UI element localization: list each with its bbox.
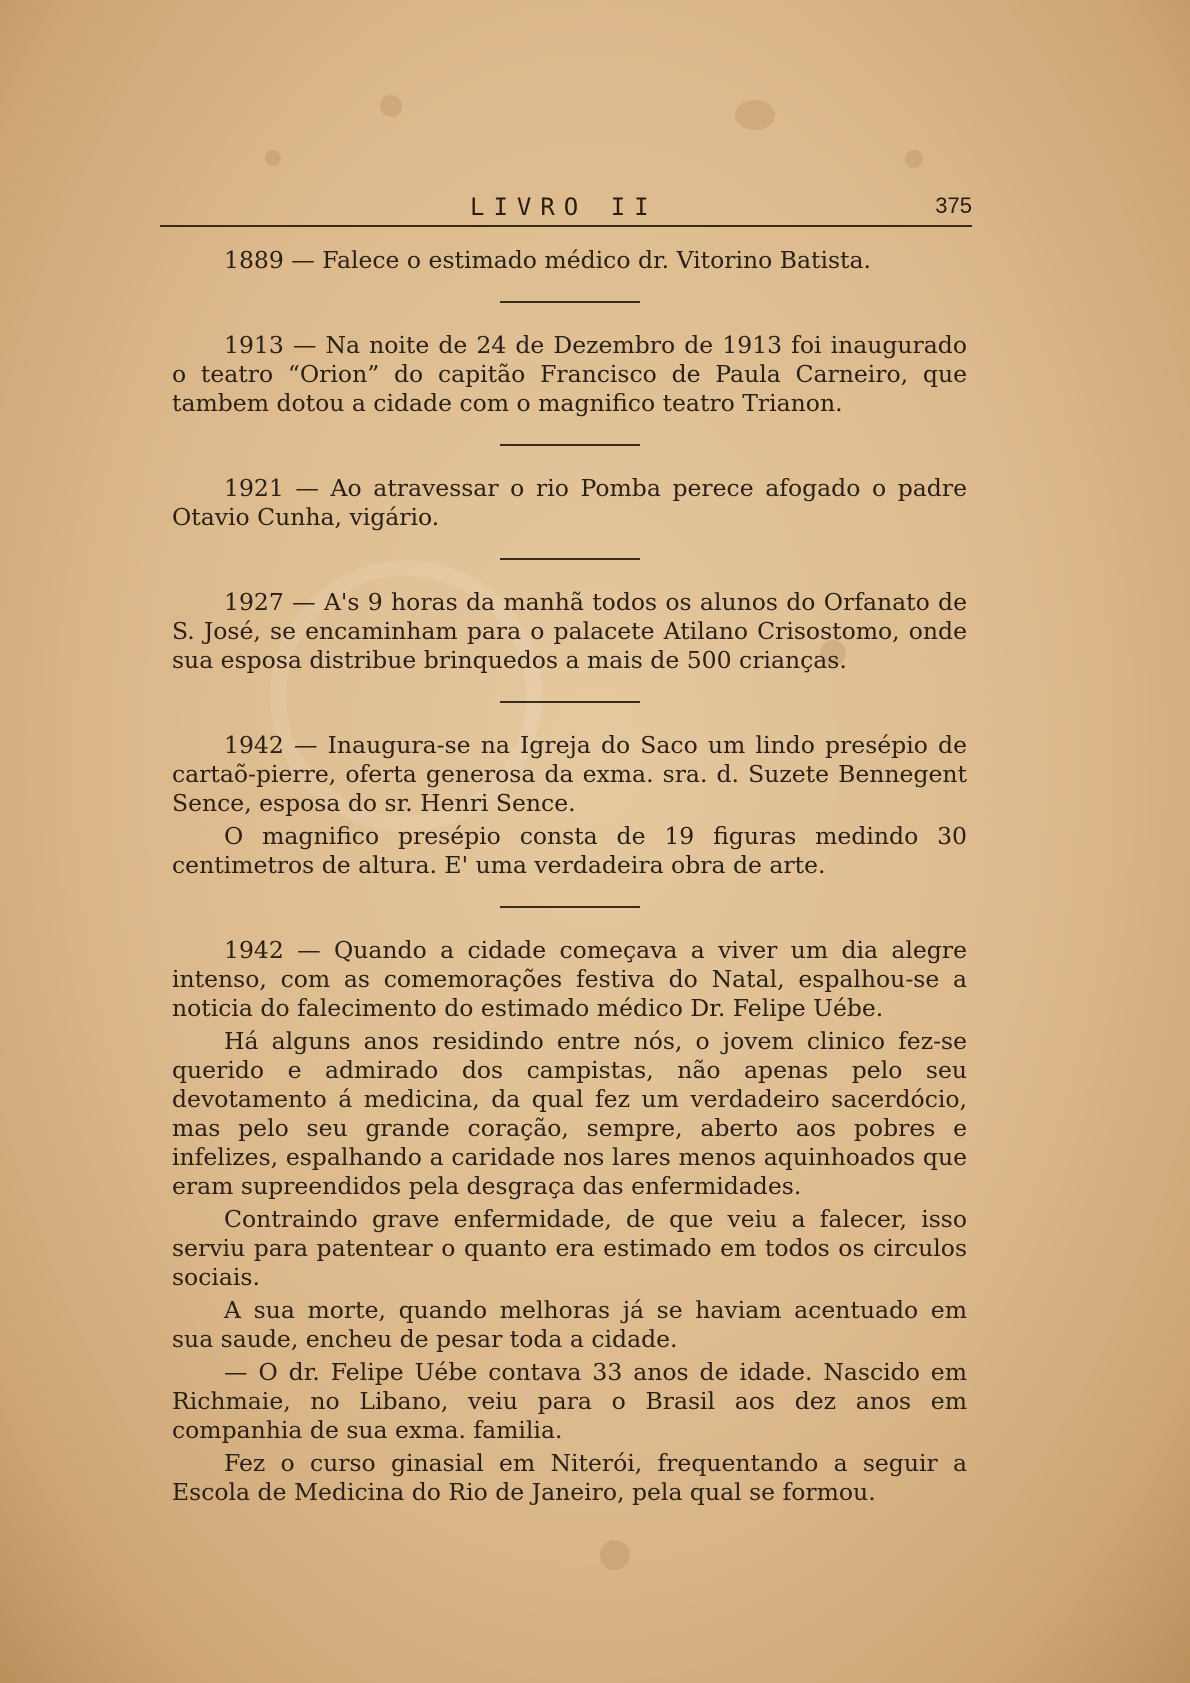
- paper-stain: [600, 1540, 630, 1570]
- entry-paragraph: O magnifico presépio consta de 19 figuras medindo 30 centimetros de altura. E' uma verdadeira obra de arte.: [172, 822, 967, 879]
- entry-paragraph: Há alguns anos residindo entre nós, o jovem clinico fez-se querido e admirado dos campistas, não apenas pelo seu devotamento á medicina, da qual fez um verdadeiro sacerdócio, mas pelo seu grande coração, sempre, aberto aos pobres e infelizes, espalhando a caridade nos lares menos aquinhoados que eram supreendidos pela desgraça das enfermidades.: [172, 1027, 967, 1200]
- entry-paragraph: — O dr. Felipe Uébe contava 33 anos de idade. Nascido em Richmaie, no Libano, veiu para o Brasil aos dez anos em companhia de sua exma. familia.: [172, 1358, 967, 1444]
- entry-paragraph: Fez o curso ginasial em Niterói, frequentando a seguir a Escola de Medicina do Rio de Janeiro, pela qual se formou.: [172, 1449, 967, 1506]
- chronology-entry: [172, 474, 967, 532]
- paper-stain: [380, 95, 402, 117]
- entry-separator: [500, 444, 640, 446]
- entry-separator: [500, 558, 640, 560]
- entry-paragraph: 1913 — Na noite de 24 de Dezembro de 1913 foi inaugurado o teatro “Orion” do capitão Francisco de Paula Carneiro, que tambem dotou a cidade com o magnifico teatro Trianon.: [172, 331, 967, 417]
- entry-paragraph: Contraindo grave enfermidade, de que veiu a falecer, isso serviu para patentear o quanto era estimado em todos os circulos sociais.: [172, 1205, 967, 1291]
- entry-paragraph: 1942 — Quando a cidade começava a viver um dia alegre intenso, com as comemorações festiva do Natal, espalhou-se a noticia do falecimento do estimado médico Dr. Felipe Uébe.: [172, 936, 967, 1022]
- chronology-entry: [172, 331, 967, 418]
- entry-paragraph: 1927 — A's 9 horas da manhã todos os alunos do Orfanato de S. José, se encaminham para o palacete Atilano Crisostomo, onde sua esposa distribue brinquedos a mais de 500 crianças.: [172, 588, 967, 674]
- entry-paragraph: 1921 — Ao atravessar o rio Pomba perece afogado o padre Otavio Cunha, vigário.: [172, 474, 967, 531]
- entry-paragraph: 1889 — Falece o estimado médico dr. Vitorino Batista.: [224, 246, 871, 274]
- entry-separator: [500, 906, 640, 908]
- paper-stain: [265, 150, 281, 166]
- entry-paragraph: 1942 — Inaugura-se na Igreja do Saco um lindo presépio de cartaõ-pierre, oferta generosa da exma. sra. d. Suzete Bennegent Sence, esposa do sr. Henri Sence.: [172, 731, 967, 817]
- running-title: LIVRO II: [470, 193, 658, 221]
- page-number: 375: [935, 193, 972, 218]
- chronology-entry: [172, 246, 967, 275]
- running-head: [160, 193, 972, 227]
- chronology-entry: [172, 588, 967, 675]
- chronology-entry: [172, 936, 967, 1507]
- entry-paragraph: A sua morte, quando melhoras já se haviam acentuado em sua saude, encheu de pesar toda a cidade.: [172, 1296, 967, 1353]
- paper-stain: [905, 150, 923, 168]
- chronology-entry: [172, 731, 967, 880]
- paper-stain: [735, 100, 775, 130]
- entry-separator: [500, 701, 640, 703]
- chronology-text: [172, 246, 967, 1507]
- entry-separator: [500, 301, 640, 303]
